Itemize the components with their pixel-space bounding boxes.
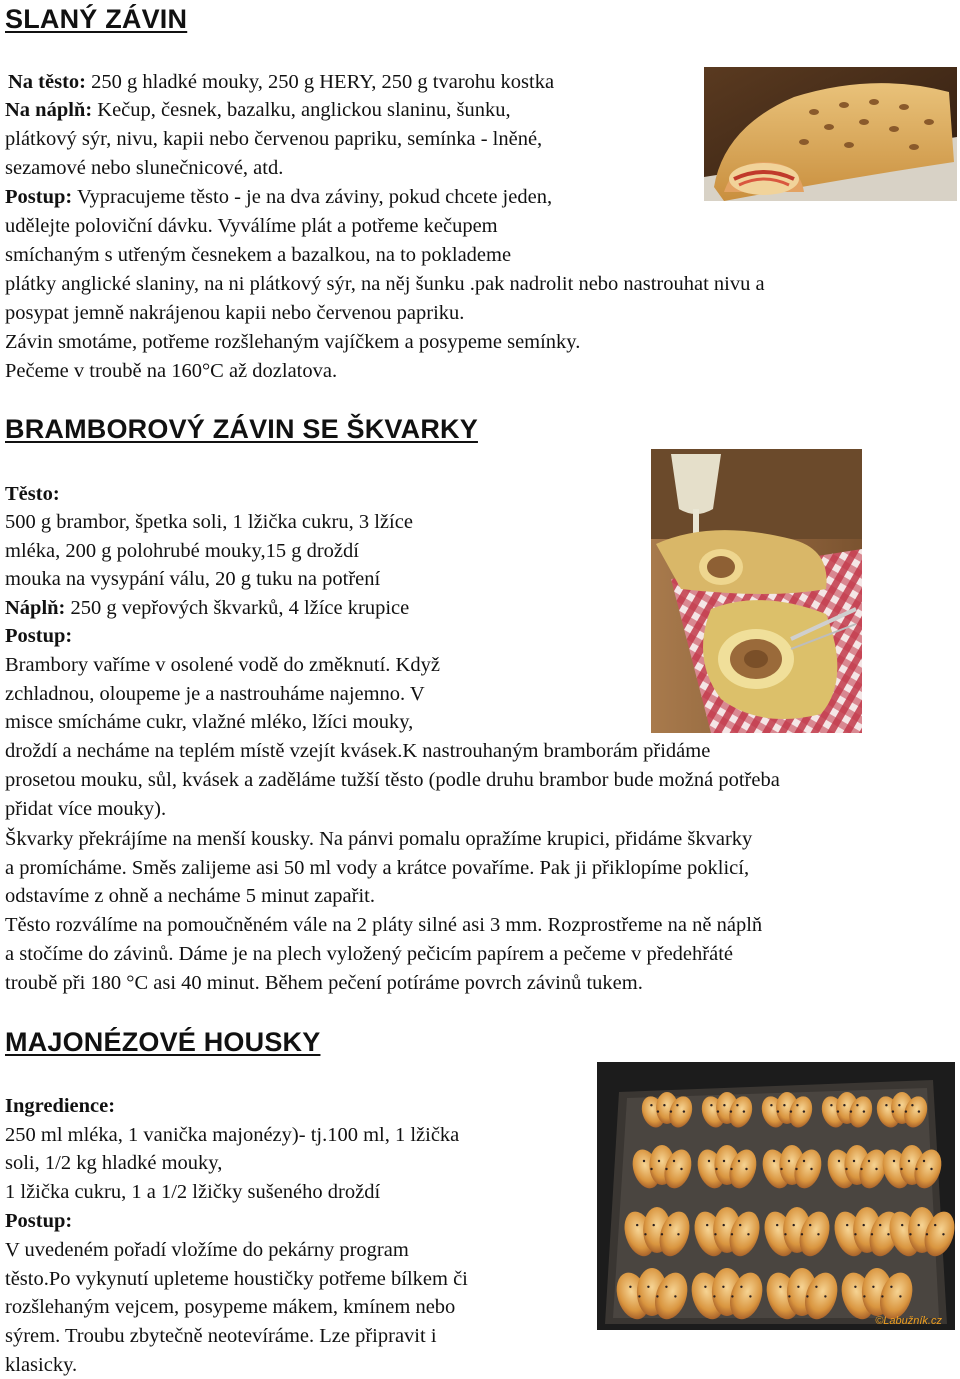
method-line (5, 183, 552, 211)
method-line: prosetou mouku, sůl, kvásek a zaděláme tužší těsto (podle druhu brambor bude možná potřeba (5, 769, 780, 791)
dough-label: Na těsto: (8, 71, 86, 93)
dough-label: Těsto: (5, 483, 60, 505)
method-line: Škvarky překrájíme na menší kousky. Na pánvi pomalu opražíme krupici, přidáme škvarky (5, 828, 753, 850)
filling-line (5, 594, 409, 622)
filling-label: Na náplň: (5, 99, 93, 121)
dough-line: mouka na vysypání válu, 20 g tuku na potření (5, 568, 381, 590)
dough-text: 250 g hladké mouky, 250 g HERY, 250 g tvarohu kostka (86, 71, 555, 93)
ingredients-line: 250 ml mléka, 1 vanička majonézy)- tj.100 ml, 1 lžička (5, 1124, 460, 1146)
method-line: a stočíme do závinů. Dáme je na plech vyložený pečicím papírem a pečeme v předehřáté (5, 943, 733, 965)
method-line: misce smícháme cukr, vlažné mléko, lžíci mouky, (5, 711, 414, 733)
method-line: rozšlehaným vejcem, posypeme mákem, kmínem nebo (5, 1296, 456, 1318)
filling-line (5, 96, 511, 124)
dough-line: 500 g brambor, špetka soli, 1 lžička cukru, 3 lžíce (5, 511, 413, 533)
recipe-title-bramborovy-zavin: BRAMBOROVÝ ZÁVIN SE ŠKVARKY (5, 414, 478, 444)
method-line: a promícháme. Směs zalijeme asi 50 ml vody a krátce povaříme. Pak ji přiklopíme poklicí, (5, 857, 750, 879)
filling-label: Náplň: (5, 597, 66, 619)
method-text: Vypracujeme těsto - je na dva záviny, pokud chcete jeden, (72, 186, 553, 208)
method-line: klasicky. (5, 1354, 78, 1376)
method-line: zchladnou, oloupeme je a nastrouháme najemno. V (5, 683, 425, 705)
ingredients-line: 1 lžička cukru, 1 a 1/2 lžičky sušeného droždí (5, 1181, 381, 1203)
method-line: Závin smotáme, potřeme rozšlehaným vajíčkem a posypeme semínky. (5, 331, 581, 353)
filling-line: plátkový sýr, nivu, kapii nebo červenou papriku, semínka - lněné, (5, 128, 543, 150)
recipe-title-majonezove-housky: MAJONÉZOVÉ HOUSKY (5, 1027, 321, 1057)
filling-line: sezamové nebo slunečnicové, atd. (5, 157, 284, 179)
method-label: Postup: (5, 625, 73, 647)
method-line: přidat více mouky). (5, 798, 167, 820)
ingredients-line: soli, 1/2 kg hladké mouky, (5, 1152, 223, 1174)
method-line: odstavíme z ohně a necháme 5 minut zapařit. (5, 885, 376, 907)
method-label: Postup: (5, 1210, 73, 1232)
dough-line: mléka, 200 g polohrubé mouky,15 g droždí (5, 540, 359, 562)
method-label: Postup: (5, 186, 73, 208)
braided-rolls-photo (597, 1062, 955, 1330)
method-line: plátky anglické slaniny, na ni plátkový sýr, na něj šunku .pak nadrolit nebo nastrouhat nivu a (5, 273, 765, 295)
recipe-title-slany-zavin: SLANÝ ZÁVIN (5, 4, 188, 34)
filling-text: 250 g vepřových škvarků, 4 lžíce krupice (65, 597, 410, 619)
method-line: Pečeme v troubě na 160°C až dozlatova. (5, 360, 338, 382)
method-line: V uvedeném pořadí vložíme do pekárny program (5, 1239, 409, 1261)
method-line: sýrem. Troubu zbytečně neotevíráme. Lze připravit i (5, 1325, 437, 1347)
method-line: droždí a necháme na teplém místě vzejít kvásek.K nastrouhaným bramborám přidáme (5, 740, 711, 762)
dough-line (8, 68, 554, 96)
strudel-photo (704, 67, 957, 201)
potato-strudel-photo (651, 449, 862, 733)
method-line: smíchaným s utřeným česnekem a bazalkou, na to poklademe (5, 244, 512, 266)
ingredients-label: Ingredience: (5, 1095, 116, 1117)
method-line: Těsto rozválíme na pomoučněném vále na 2 pláty silné asi 3 mm. Rozprostřeme na ně náplň (5, 914, 763, 936)
method-line: troubě při 180 °C asi 40 minut. Během pečení potíráme povrch závinů tukem. (5, 972, 643, 994)
method-line: posypat jemně nakrájenou kapii nebo červenou papriku. (5, 302, 465, 324)
method-line: Brambory vaříme v osolené vodě do změknutí. Když (5, 654, 440, 676)
watermark-text: ©Labužník.cz (875, 1315, 942, 1327)
filling-text: Kečup, česnek, bazalku, anglickou slaninu, šunku, (92, 99, 511, 121)
method-line: udělejte poloviční dávku. Vyválíme plát a potřeme kečupem (5, 215, 498, 237)
method-line: těsto.Po vykynutí upleteme houstičky potřeme bílkem či (5, 1268, 468, 1290)
